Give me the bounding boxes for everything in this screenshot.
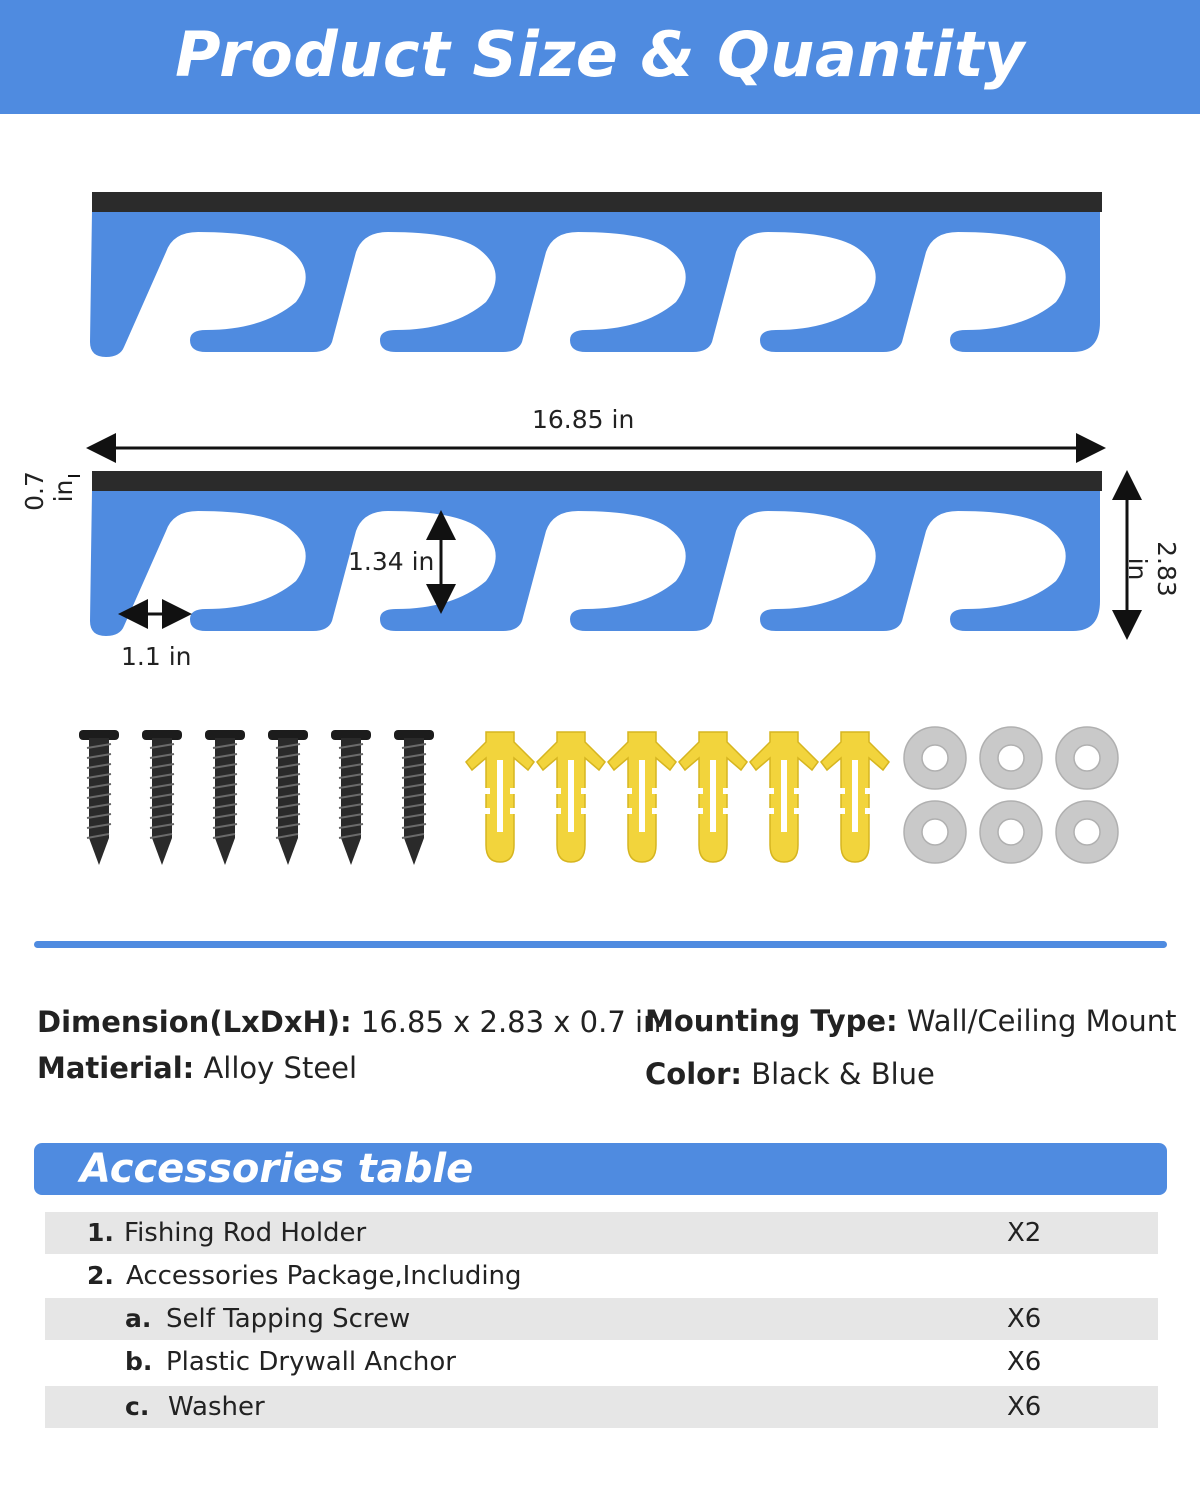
screw-icon: [331, 730, 371, 865]
length-label: 16.85 in: [532, 405, 635, 434]
drywall-anchor-icon: [679, 732, 747, 862]
spec-material-value: Alloy Steel: [203, 1051, 358, 1085]
spec-dimension: [37, 1005, 661, 1039]
washer-icon: [980, 801, 1042, 863]
thickness-label: 0.7 in: [20, 471, 78, 511]
row-label: Self Tapping Screw: [166, 1304, 411, 1334]
screw-icon: [205, 730, 245, 865]
row-number: b.: [125, 1347, 153, 1376]
screw-icon: [268, 730, 308, 865]
washer-icon: [904, 801, 966, 863]
spec-material: [37, 1051, 357, 1085]
hardware-parts: [0, 720, 1200, 880]
spec-material-label: Matierial:: [37, 1051, 195, 1085]
spec-color-value: Black & Blue: [751, 1057, 935, 1091]
washer-icon: [1056, 727, 1118, 789]
spec-dimension-label: Dimension(LxDxH):: [37, 1005, 352, 1039]
screw-icon: [142, 730, 182, 865]
drywall-anchor-icon: [750, 732, 818, 862]
rod-holder-bottom: [88, 471, 1104, 641]
spec-mounting: [645, 1004, 1177, 1038]
screw-icon: [79, 730, 119, 865]
row-label: Washer: [168, 1392, 265, 1422]
row-quantity: X6: [1007, 1392, 1042, 1422]
row-number: a.: [125, 1304, 152, 1333]
row-number: 2.: [87, 1261, 114, 1290]
spec-color: [645, 1057, 935, 1091]
row-label: Fishing Rod Holder: [124, 1218, 367, 1248]
washer-icon: [904, 727, 966, 789]
header-banner: [0, 0, 1200, 114]
row-number: c.: [125, 1392, 150, 1421]
table-row: [45, 1298, 1158, 1340]
table-row: [45, 1341, 1158, 1383]
table-row: [45, 1212, 1158, 1254]
slot-depth-label: 1.34 in: [348, 547, 435, 576]
table-row: [45, 1386, 1158, 1428]
drywall-anchor-icon: [821, 732, 889, 862]
spec-dimension-value: 16.85 x 2.83 x 0.7 in: [360, 1005, 662, 1039]
drywall-anchor-icon: [466, 732, 534, 862]
spec-mounting-label: Mounting Type:: [645, 1004, 898, 1038]
row-number: 1.: [87, 1218, 114, 1247]
page-title: Product Size & Quantity: [175, 18, 1025, 91]
drywall-anchor-icon: [537, 732, 605, 862]
washer-icon: [1056, 801, 1118, 863]
rod-holder-top: [88, 192, 1104, 362]
row-quantity: X2: [1007, 1218, 1042, 1248]
row-quantity: X6: [1007, 1347, 1042, 1377]
opening-label: 1.1 in: [121, 642, 192, 671]
row-label: Accessories Package,Including: [126, 1261, 522, 1291]
spec-mounting-value: Wall/Ceiling Mount: [906, 1004, 1177, 1038]
washer-icon: [980, 727, 1042, 789]
accessories-title: Accessories table: [80, 1146, 474, 1192]
row-label: Plastic Drywall Anchor: [166, 1347, 456, 1377]
table-row: [45, 1255, 1158, 1297]
spec-color-label: Color:: [645, 1057, 742, 1091]
row-quantity: X6: [1007, 1304, 1042, 1334]
section-divider: [34, 941, 1167, 948]
drywall-anchor-icon: [608, 732, 676, 862]
screw-icon: [394, 730, 434, 865]
height-label: 2.83 in: [1123, 541, 1181, 597]
